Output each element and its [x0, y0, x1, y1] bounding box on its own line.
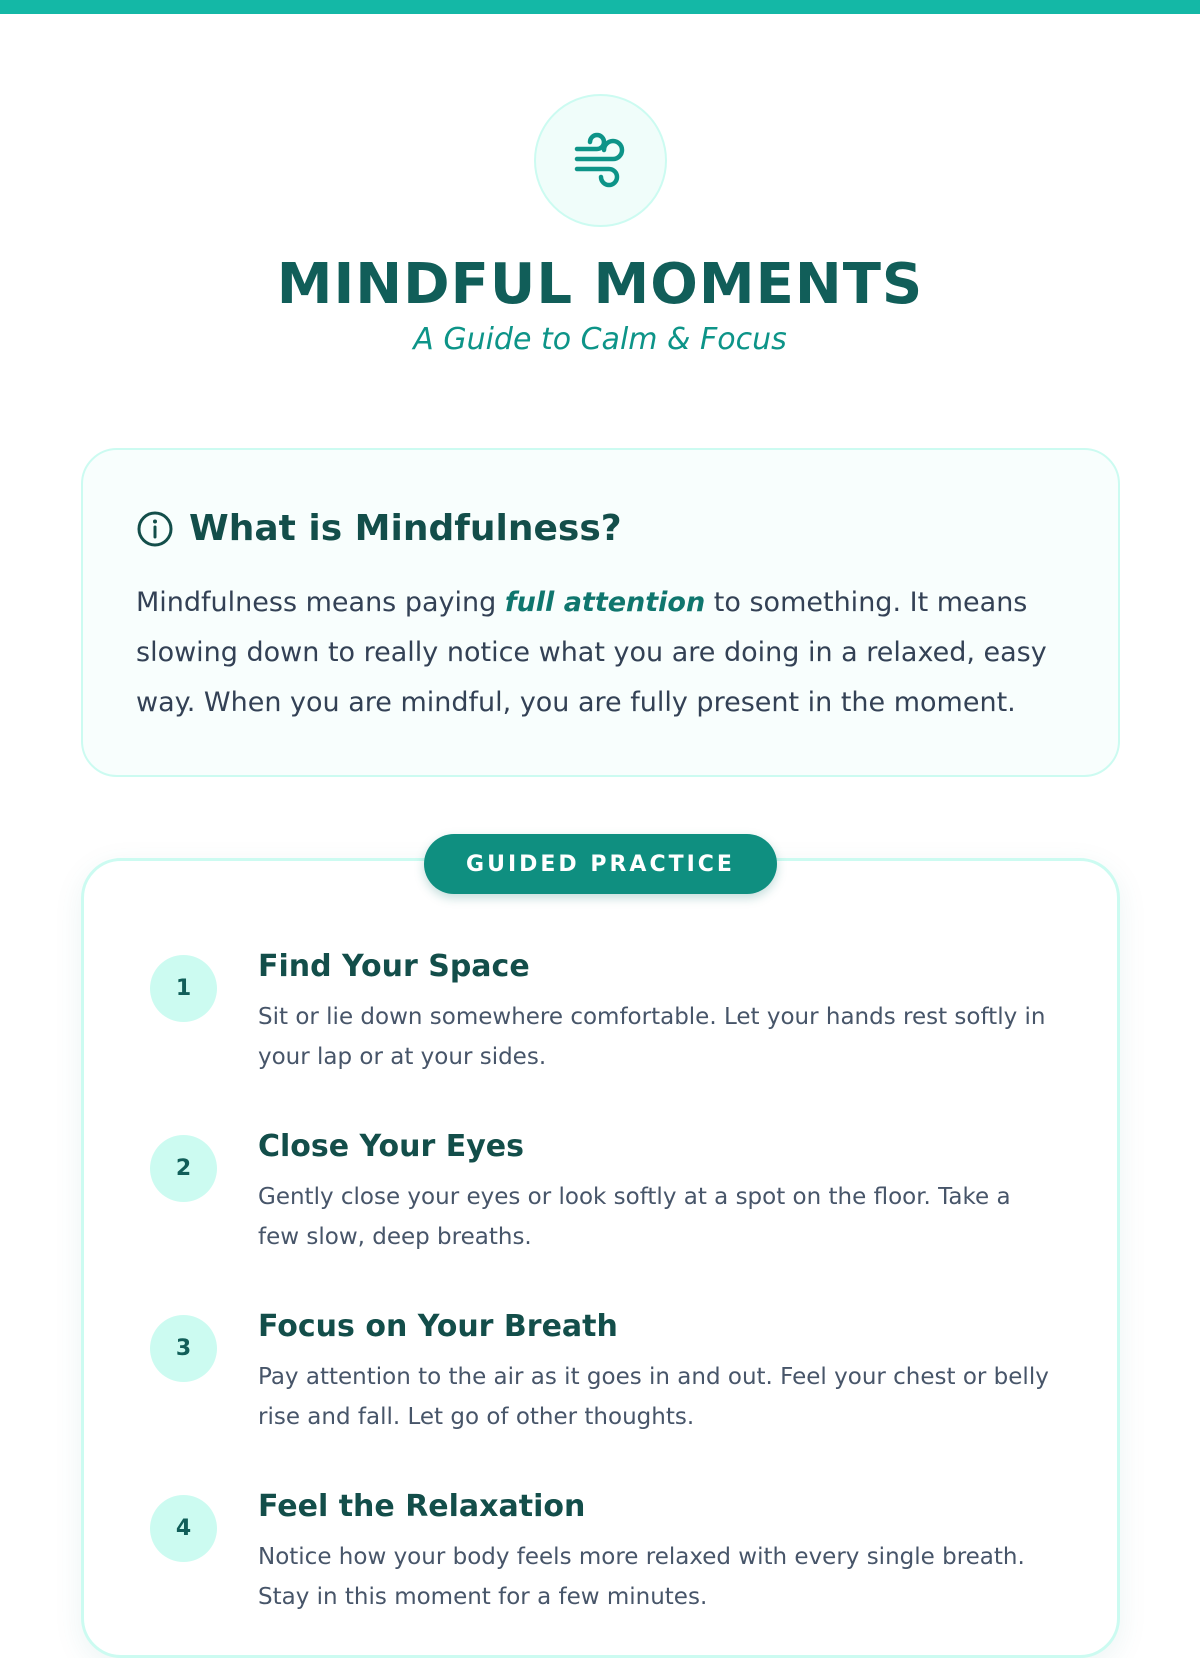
info-icon: [135, 509, 175, 549]
wind-icon: [569, 129, 633, 193]
mindfulness-info-card: [81, 448, 1120, 777]
step-description: Sit or lie down somewhere comfortable. Let your hands rest softly in your lap or at your sides.: [258, 1004, 1046, 1070]
step-title: Focus on Your Breath: [258, 1309, 618, 1344]
step-description: Gently close your eyes or look softly at a spot on the floor. Take a few slow, deep breaths.: [258, 1184, 1011, 1250]
step-description: Notice how your body feels more relaxed with every single breath. Stay in this moment for a few minutes.: [258, 1544, 1025, 1610]
step-title: Feel the Relaxation: [258, 1489, 586, 1524]
page-subtitle: A Guide to Calm & Focus: [413, 322, 787, 357]
step-title: Find Your Space: [258, 949, 530, 984]
step-number: 1: [150, 955, 217, 1022]
info-body-emphasis: full attention: [504, 587, 706, 618]
step-number: 3: [150, 1315, 217, 1382]
step-number: 2: [150, 1135, 217, 1202]
step-number: 4: [150, 1495, 217, 1562]
logo-badge: [534, 94, 667, 227]
info-heading-text: What is Mindfulness?: [189, 508, 622, 549]
guided-practice-badge: GUIDED PRACTICE: [424, 834, 777, 894]
info-body-start: Mindfulness means paying: [136, 587, 505, 618]
info-body-end: to something. It means slowing down to really notice what you are doing in a relaxed, easy way. When you are mindful, you are fully present in the moment.: [136, 587, 1047, 718]
page-title: MINDFUL MOMENTS: [276, 252, 924, 317]
info-heading: [135, 508, 622, 549]
top-accent-bar: [0, 0, 1200, 14]
step-title: Close Your Eyes: [258, 1129, 524, 1164]
step-description: Pay attention to the air as it goes in and out. Feel your chest or belly rise and fall. Let go of other thoughts.: [258, 1364, 1049, 1430]
info-body: [136, 578, 1086, 728]
